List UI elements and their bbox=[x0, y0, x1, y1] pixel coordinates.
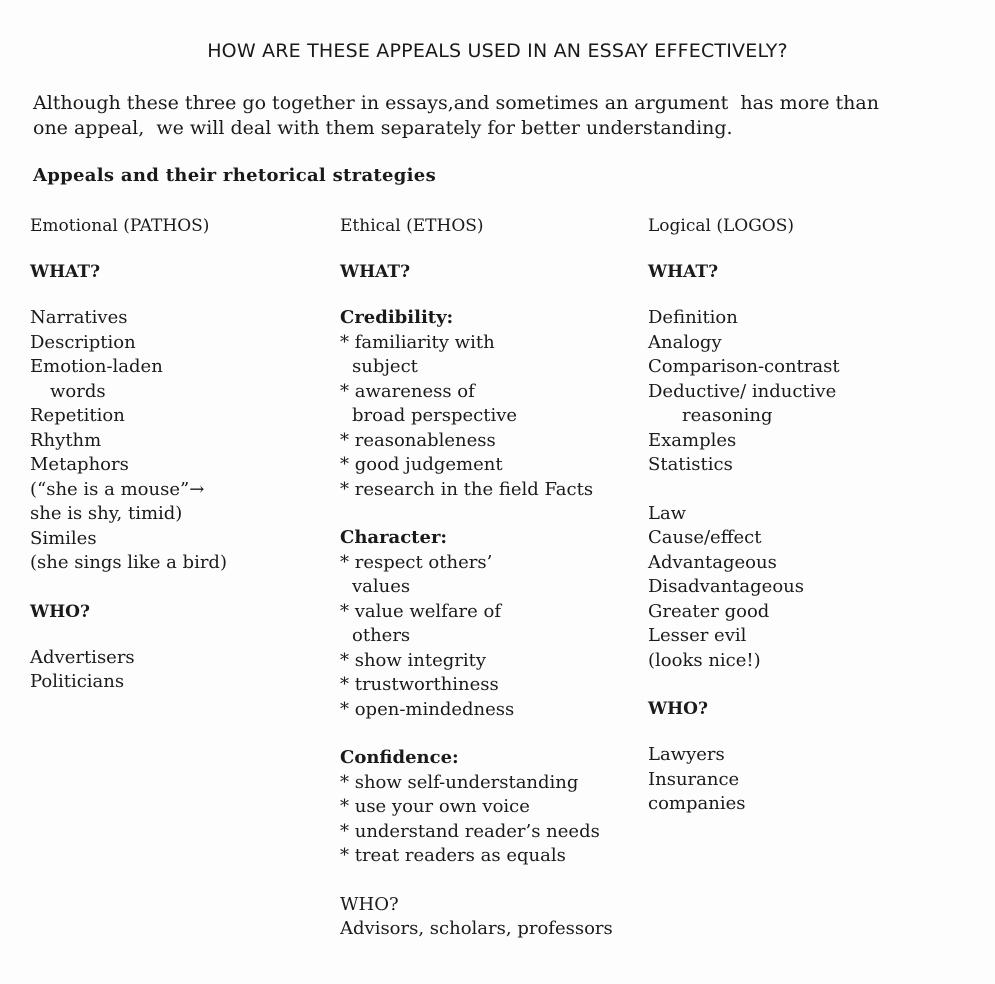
pathos-who-heading: WHO? bbox=[30, 601, 90, 622]
pathos-heading: Emotional (PATHOS) bbox=[30, 216, 210, 236]
list-item: Deductive/ inductive bbox=[648, 380, 837, 402]
confidence-heading: Confidence: bbox=[340, 747, 459, 768]
list-item: * understand reader’s needs bbox=[340, 820, 600, 842]
list-item: * reasonableness bbox=[340, 429, 496, 451]
list-item: Lesser evil bbox=[648, 625, 747, 646]
list-item: * value welfare of bbox=[340, 600, 502, 622]
list-item: (she sings like a bird) bbox=[30, 552, 227, 573]
list-item: * show integrity bbox=[340, 649, 487, 671]
list-item: values bbox=[352, 576, 411, 597]
list-item: companies bbox=[648, 793, 746, 814]
logos-what-list bbox=[648, 306, 988, 673]
list-item: Advantageous bbox=[648, 551, 777, 573]
ethos-heading: Ethical (ETHOS) bbox=[340, 216, 484, 236]
logos-column bbox=[648, 214, 988, 817]
pathos-what-heading: WHAT? bbox=[30, 262, 101, 282]
logos-who-heading: WHO? bbox=[648, 699, 708, 719]
list-item: (“she is a mouse”→ bbox=[30, 478, 205, 500]
list-item: (looks nice!) bbox=[648, 649, 761, 671]
list-item: Repetition bbox=[30, 405, 125, 426]
list-item: broad perspective bbox=[352, 405, 518, 426]
list-item: * open-mindedness bbox=[340, 698, 515, 720]
list-item: * treat readers as equals bbox=[340, 845, 566, 866]
pathos-what-list bbox=[30, 306, 320, 576]
list-item: reasoning bbox=[682, 405, 773, 426]
intro-line-2: one appeal, we will deal with them separately for better understanding. bbox=[33, 117, 733, 139]
list-item: Insurance bbox=[648, 768, 740, 790]
list-item: Statistics bbox=[648, 454, 733, 475]
list-item: Definition bbox=[648, 307, 738, 328]
list-item: Advisors, scholars, professors bbox=[340, 918, 613, 939]
logos-what-heading: WHAT? bbox=[648, 262, 719, 282]
credibility-heading: Credibility: bbox=[340, 307, 454, 328]
list-item: Rhythm bbox=[30, 429, 102, 451]
pathos-who-list bbox=[30, 646, 320, 695]
section-heading: Appeals and their rhetorical strategies bbox=[33, 165, 436, 186]
list-item: Law bbox=[648, 502, 687, 524]
list-item: Similes bbox=[30, 527, 97, 549]
character-heading: Character: bbox=[340, 527, 448, 548]
list-item: * research in the field Facts bbox=[340, 478, 594, 500]
ethos-who-heading: WHO? bbox=[340, 893, 399, 915]
list-item: Metaphors bbox=[30, 454, 129, 475]
list-item: Analogy bbox=[648, 331, 722, 353]
list-item: Advertisers bbox=[30, 646, 135, 668]
logos-who-list bbox=[648, 743, 988, 817]
list-item: Cause/effect bbox=[648, 527, 762, 548]
list-item: * show self-understanding bbox=[340, 771, 579, 793]
list-item: * familiarity with bbox=[340, 331, 495, 353]
list-item: she is shy, timid) bbox=[30, 503, 183, 524]
list-item: Description bbox=[30, 331, 136, 353]
list-item: Politicians bbox=[30, 671, 125, 692]
list-item: subject bbox=[352, 356, 418, 377]
list-item: * awareness of bbox=[340, 380, 475, 402]
list-item: * trustworthiness bbox=[340, 674, 499, 695]
list-item: Emotion-laden bbox=[30, 356, 163, 377]
ethos-what-heading: WHAT? bbox=[340, 262, 411, 282]
list-item: Disadvantageous bbox=[648, 576, 804, 597]
list-item: Lawyers bbox=[648, 744, 725, 765]
list-item: * respect others’ bbox=[340, 551, 493, 573]
list-item: Narratives bbox=[30, 307, 128, 328]
list-item: Examples bbox=[648, 429, 737, 451]
ethos-what-list bbox=[340, 306, 650, 942]
ethos-column bbox=[340, 214, 650, 942]
intro-line-1: Although these three go together in essays,and sometimes an argument has more than bbox=[33, 92, 879, 114]
list-item: * good judgement bbox=[340, 454, 503, 475]
list-item: words bbox=[50, 380, 106, 402]
list-item: Greater good bbox=[648, 600, 770, 622]
logos-heading: Logical (LOGOS) bbox=[648, 216, 794, 236]
list-item: others bbox=[352, 625, 411, 646]
page-title: HOW ARE THESE APPEALS USED IN AN ESSAY EFFECTIVELY? bbox=[207, 40, 788, 62]
list-item: * use your own voice bbox=[340, 796, 530, 817]
intro-paragraph bbox=[33, 91, 973, 141]
pathos-column bbox=[30, 214, 320, 695]
list-item: Comparison-contrast bbox=[648, 356, 840, 377]
